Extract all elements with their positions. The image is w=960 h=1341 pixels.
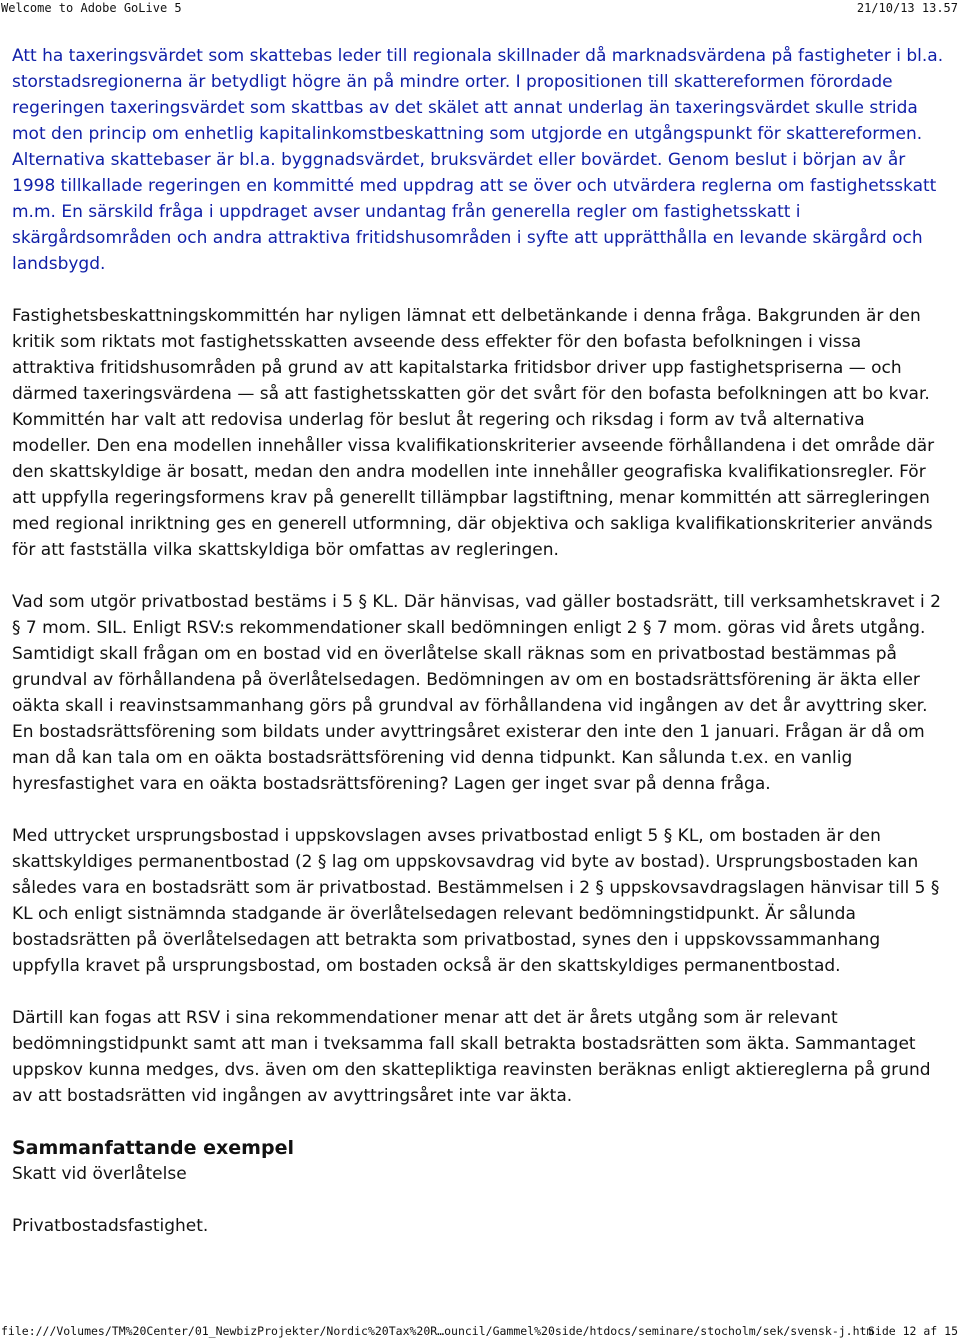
paragraph-gap xyxy=(12,1187,948,1213)
print-footer xyxy=(0,1323,960,1341)
paragraph-gap xyxy=(12,797,948,823)
paragraph-committee: Fastighetsbeskattningskommittén har nyligen lämnat ett delbetänkande i denna fråga. Bakgrunden är den kritik som riktats mot fastighetsskatten avseende dess effekter för den bofasta befolkningen i vissa attraktiva fritidshusområden på grund av att kapitalstarka fritidsbor driver upp fastighetspriserna — och därmed taxeringsvärdena — så att fastighetsskatten gör det svårt för den bofasta befolkningen att bo kvar. Kommittén har valt att redovisa underlag för beslut åt regering och riksdag i form av två alternativa modeller. Den ena modellen innehåller vissa kvalifikationskriterier avseende förhållandena i det område där den skattskyldige är bosatt, medan den andra modellen inte innehåller geografiska kvalifikationsregler. För att uppfylla regeringsformens krav på generellt tillämpbar lagstiftning, menar kommittén att särregleringen med regional inriktning ges en generell utformning, där objektiva och sakliga kvalifikationskriterier används för att fastställa vilka skattskyldiga bör omfattas av regleringen. xyxy=(12,306,935,560)
page-number: Side 12 af 15 xyxy=(867,1324,958,1338)
paragraph-gap xyxy=(12,979,948,1005)
print-datetime: 21/10/13 13.57 xyxy=(856,1,958,15)
page-title: Welcome to Adobe GoLive 5 xyxy=(1,1,182,15)
document-body xyxy=(12,43,948,1239)
example-line-2: Privatbostadsfastighet. xyxy=(12,1216,209,1236)
paragraph-gap xyxy=(12,277,948,303)
paragraph-ursprungsbostad: Med uttrycket ursprungsbostad i uppskovslagen avses privatbostad enligt 5 § KL, om bostaden är den skattskyldiges permanentbostad (2 § lag om uppskovsavdrag vid byte av bostad). Ursprungsbostaden kan således vara en bostadsrätt som är privatbostad. Bestämmelsen i 2 § uppskovsavdragslagen hänvisar till 5 § KL och enligt sistnämnda stadgande är överlåtelsedagen relevant bedömningstidpunkt. Är sålunda bostadsrätten på överlåtelsedagen att betrakta som privatbostad, synes den i uppskovssammanhang uppfylla kravet på ursprungsbostad, om bostaden också är den skattskyldiges permanentbostad. xyxy=(12,826,940,976)
paragraph-gap xyxy=(12,1109,948,1135)
paragraph-rsv: Därtill kan fogas att RSV i sina rekommendationer menar att det är årets utgång som är relevant bedömningstidpunkt samt att man i tveksamma fall skall betrakta bostadsrätten som äkta. Sammantaget uppskov kunna medges, dvs. även om den skattepliktiga reavinsten beräknas enligt aktiereglerna på grund av att bostadsrätten vid ingången av avyttringsåret inte var äkta. xyxy=(12,1008,931,1106)
section-heading: Sammanfattande exempel xyxy=(12,1137,294,1159)
paragraph-gap xyxy=(12,563,948,589)
file-path: file:///Volumes/TM%20Center/01_NewbizProjekter/Nordic%20Tax%20R…ouncil/Gammel%20side/htdocs/seminare/stocholm/sek/svensk-j.htm xyxy=(1,1324,874,1338)
example-line-1: Skatt vid överlåtelse xyxy=(12,1164,187,1184)
print-header xyxy=(0,0,960,18)
paragraph-intro-link[interactable]: Att ha taxeringsvärdet som skattebas leder till regionala skillnader då marknadsvärdena på fastigheter i bl.a. storstadsregionerna är betydligt högre än på mindre orter. I propositionen till skattereformen förordade regeringen taxeringsvärdet som skattbas av det skälet att annat underlag än taxeringsvärdet skulle strida mot den princip om enhetlig kapitalinkomstbeskattning som utgjorde en utgångspunkt för skattereformen. Alternativa skattebaser är bl.a. byggnadsvärdet, bruksvärdet eller bovärdet. Genom beslut i början av år 1998 tillkallade regeringen en kommitté med uppdrag att se över och utvärdera reglerna om fastighetsskatt m.m. En särskild fråga i uppdraget avser undantag från generella regler om fastighetsskatt i skärgårdsområden och andra attraktiva fritidshusområden i syfte att upprätthålla en levande skärgård och landsbygd. xyxy=(12,46,944,274)
paragraph-privatbostad: Vad som utgör privatbostad bestäms i 5 § KL. Där hänvisas, vad gäller bostadsrätt, till verksamhetskravet i 2 § 7 mom. SIL. Enligt RSV:s rekommendationer skall bedömningen enligt 2 § 7 mom. göras vid årets utgång. Samtidigt skall frågan om en bostad vid en överlåtelse skall räknas som en privatbostad bestämmas på grundval av förhållandena på överlåtelsedagen. Bedömningen av om en bostadsrättsförening är äkta eller oäkta skall i reavinstsammanhang görs på grundval av förhållandena vid ingången av det år avyttring sker. En bostadsrättsförening som bildats under avyttringsåret existerar den inte den 1 januari. Frågan är då om man då kan tala om en oäkta bostadsrättsförening vid denna tidpunkt. Kan sålunda t.ex. en vanlig hyresfastighet vara en oäkta bostadsrättsförening? Lagen ger inget svar på denna fråga. xyxy=(12,592,941,794)
